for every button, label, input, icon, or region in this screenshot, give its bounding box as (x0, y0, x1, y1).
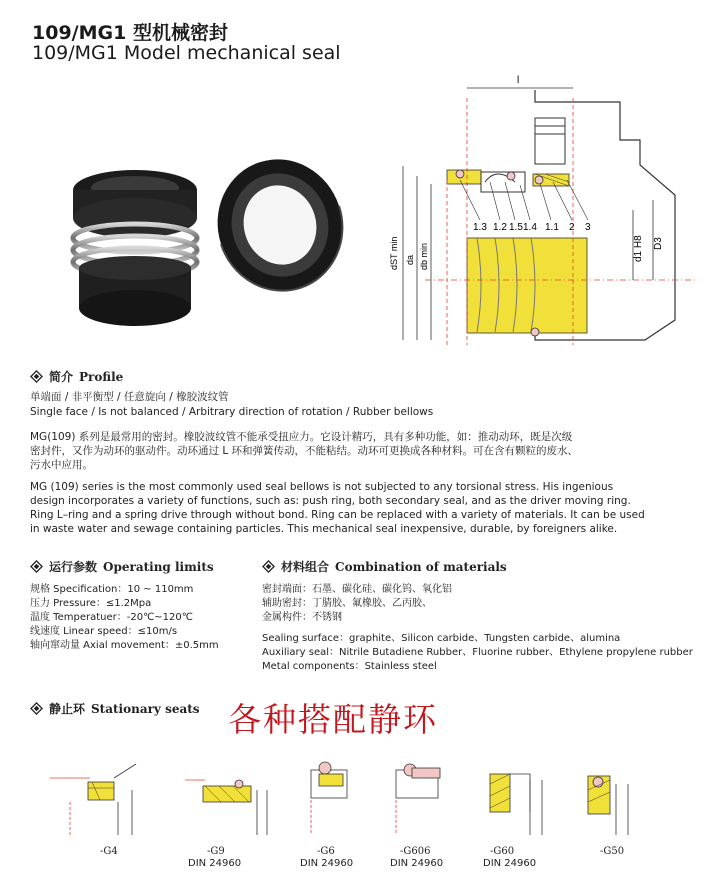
part-label: 1.2 (493, 222, 507, 233)
material-item: 金属构件：不锈钢 (262, 612, 342, 623)
diamond-bullet-icon (30, 370, 43, 383)
operating-item: 规格 Specification：10 ~ 110mm (30, 584, 194, 595)
seat-drawings (40, 740, 700, 840)
part-label: 2 (569, 222, 575, 233)
stationary-red-title: 各种搭配静环 (228, 700, 438, 739)
operating-heading: 运行参数 Operating limits (30, 558, 214, 575)
part-label: 1.5 (509, 222, 523, 233)
seat-g9-drawing (185, 780, 267, 835)
seat-label-g4: -G4 (100, 846, 118, 857)
material-item: 密封端面：石墨、碳化硅、碳化钨、氧化铝 (262, 584, 452, 595)
profile-line-cn: 单端面 / 非平衡型 / 任意旋向 / 橡胶波纹管 (30, 391, 229, 403)
diamond-bullet-icon (262, 560, 275, 573)
part-label: 1.1 (545, 222, 559, 233)
seat-g606-drawing (396, 764, 440, 835)
materials-list-en (262, 632, 693, 674)
seat-label-g50: -G50 (600, 846, 625, 857)
operating-item: 压力 Pressure：≤1.2Mpa (30, 598, 152, 609)
profile-heading: 简介 Profile (30, 368, 123, 385)
page-title-cn: 109/MG1 型机械密封 (32, 22, 228, 44)
operating-item: 轴向窜动量 Axial movement：±0.5mm (30, 640, 219, 651)
dim-d3-label: D3 (653, 237, 664, 250)
part-label: 1.3 (473, 222, 487, 233)
cross-section-drawing (385, 70, 715, 355)
diamond-bullet-icon (30, 560, 43, 573)
dim-d1-label: d1 H8 (633, 235, 644, 262)
seat-g6-drawing (311, 762, 347, 835)
seat-label-g6: -G6 (317, 846, 335, 857)
seat-din-g9: DIN 24960 (188, 858, 242, 869)
seat-din-g60: DIN 24960 (483, 858, 537, 869)
materials-heading: 材料组合 Combination of materials (262, 558, 507, 575)
materials-list-cn (262, 583, 452, 625)
profile-description-en: MG (109) series is the most commonly used seal bellows is not subjected to any torsional stress. His ingenious design incorporates a variety of functions, such as: push ring, both secondary seal, and as the driver moving ring. Ring L–ring and a spring drive through without bond. Ring can be replaced with a variety of materials. It can be used in waste water and sewage containing particles. This mechanical seal inexpensive, durable, by foreigners alike. (30, 481, 645, 535)
dim-dst-label: dST min (389, 236, 399, 270)
operating-item: 线速度 Linear speed：≤10m/s (30, 626, 178, 637)
dim-db-label: db min (419, 242, 429, 270)
seat-label-g9: -G9 (207, 846, 225, 857)
dim-da-label: da (405, 254, 415, 265)
dim-l-label: l (517, 75, 520, 86)
profile-description-cn: MG(109) 系列是最常用的密封。橡胶波纹管不能承受扭应力。它设计精巧，具有多种功能，如：推动动环，既是次级 密封件，又作为动环的驱动件。动环通过 L 环和弹簧传动，不能粘结。动环可更换成各种材料。可在含有颗粒的废水、 污水中应用。 (30, 431, 579, 471)
material-item: Metal components：Stainless steel (262, 661, 437, 672)
material-item: Auxiliary seal：Nitrile Butadiene Rubber、Fluorine rubber、Ethylene propylene rubber (262, 647, 693, 658)
operating-list (30, 583, 219, 653)
page-title-en: 109/MG1 Model mechanical seal (32, 42, 341, 64)
material-item: 辅助密封：丁腈胶、氟橡胶、乙丙胶、 (262, 598, 432, 609)
seat-g50-drawing (588, 776, 628, 835)
part-label: 1.4 (523, 222, 537, 233)
diamond-bullet-icon (30, 702, 43, 715)
seat-din-g6: DIN 24960 (300, 858, 354, 869)
product-photo (55, 150, 355, 365)
seat-label-g606: -G606 (400, 846, 431, 857)
seat-label-g60: -G60 (490, 846, 515, 857)
operating-item: 温度 Temperatuer：-20℃~120℃ (30, 612, 194, 623)
material-item: Sealing surface：graphite、Silicon carbide、Tungsten carbide、alumina (262, 633, 621, 644)
seat-g60-drawing (490, 774, 542, 835)
part-label: 3 (585, 222, 591, 233)
profile-line-en: Single face / Is not balanced / Arbitrary direction of rotation / Rubber bellows (30, 406, 434, 418)
stationary-heading: 静止环 Stationary seats (30, 700, 200, 717)
seat-g4-drawing (50, 764, 136, 835)
seat-din-g606: DIN 24960 (390, 858, 444, 869)
